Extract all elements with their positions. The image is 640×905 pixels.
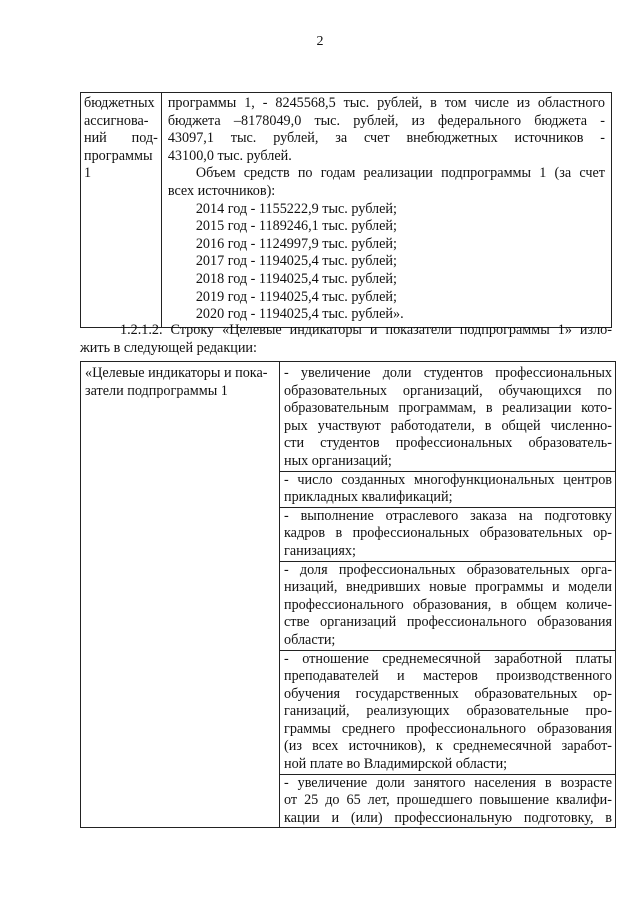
indicator-item [284, 508, 612, 561]
indicator-line: - выполнение отраслевого заказа на подготовку [284, 507, 612, 524]
indicator-line: кадров в профессиональных образовательных ор- [284, 525, 612, 542]
indicator-line: ной плате во Владимирской области; [284, 756, 508, 773]
indicator-line: преподавателей и мастеров производственного [284, 668, 612, 685]
indicators-content-cell [280, 362, 616, 828]
indicator-line: образовательных организаций, обучающихся по [284, 382, 612, 399]
indicator-line: ных организаций; [284, 452, 392, 469]
indicator-line: сти студентов профессиональных образователь- [284, 435, 612, 452]
indicator-line: обучения государственных образовательных ор- [284, 685, 612, 702]
funding-table [80, 92, 612, 328]
volume-text-line: Объем средств по годам реализации подпрограммы 1 (за счет [195, 165, 605, 182]
indicator-line: - доля профессиональных образовательных орга- [284, 561, 612, 578]
funding-label-line: программы [84, 147, 153, 164]
funding-text-line: бюджета –8178049,0 тыс. рублей, из федерального бюджета - [167, 112, 605, 129]
volume-text-line: всех источников): [167, 182, 276, 199]
indicator-line: профессионального образования, в общем количе- [284, 596, 612, 613]
indicator-line: стве организаций профессионального образования [284, 614, 612, 631]
funding-text-line: 43100,0 тыс. рублей. [167, 147, 292, 164]
page-number: 2 [316, 34, 324, 49]
funding-text-line: программы 1, - 8245568,5 тыс. рублей, в том числе из областного [167, 95, 605, 111]
indicator-item [284, 651, 612, 774]
indicator-item [284, 562, 612, 650]
indicator-line: кации и (или) профессиональную подготовку, в [284, 809, 612, 826]
indicator-line: - число созданных многофункциональных центров [284, 471, 612, 488]
indicators-label-line: «Целевые индикаторы и пока- [85, 365, 268, 381]
funding-text-line: 43097,1 тыс. рублей, за счет внебюджетных источников - [167, 130, 605, 147]
indicator-line: прикладных квалификаций; [284, 489, 453, 506]
funding-label-line: ний под- [84, 130, 158, 147]
indicators-label-cell [81, 362, 280, 828]
indicator-line: - увеличение доли занятого населения в возрасте [284, 774, 612, 791]
funding-content-cell [161, 93, 611, 328]
year-amount-line: 2017 год - 1194025,4 тыс. рублей; [195, 253, 397, 270]
amendment-paragraph [80, 322, 612, 357]
indicator-item [284, 472, 612, 507]
funding-label-line: бюджетных [84, 95, 155, 111]
indicator-line: граммы среднего профессионального образования [284, 720, 612, 737]
funding-label-cell [81, 93, 162, 328]
year-amount-line: 2019 год - 1194025,4 тыс. рублей; [195, 288, 397, 305]
indicator-line: (из всех источников), к среднемесячной заработ- [284, 738, 612, 755]
year-amount-line: 2014 год - 1155222,9 тыс. рублей; [195, 200, 397, 217]
year-amount-line: 2018 год - 1194025,4 тыс. рублей; [195, 270, 397, 287]
indicators-table [80, 361, 616, 828]
amendment-line: 1.2.1.2. Строку «Целевые индикаторы и показатели подпрограммы 1» изло- [120, 322, 612, 338]
year-amount-line: 2015 год - 1189246,1 тыс. рублей; [195, 218, 397, 235]
funding-label-line: 1 [84, 165, 92, 182]
indicator-line: ганизациях; [284, 542, 356, 559]
year-amount-line: 2016 год - 1124997,9 тыс. рублей; [195, 235, 397, 252]
indicator-line: низаций, внедривших новые программы и модели [284, 579, 612, 596]
indicator-line: рых участвуют работодатели, в общей численно- [284, 417, 612, 434]
funding-label-line: ассигнова- [84, 112, 149, 129]
indicator-line: образовательным программам, в реализации кото- [284, 400, 612, 417]
indicator-item [284, 775, 612, 828]
indicator-line: области; [284, 631, 336, 648]
year-amount-line: 2020 год - 1194025,4 тыс. рублей». [195, 306, 404, 323]
amendment-line: жить в следующей редакции: [80, 339, 257, 356]
indicators-label-line: затели подпрограммы 1 [85, 382, 228, 399]
indicator-line: ганизаций, реализующих образовательные про- [284, 703, 612, 720]
indicator-item [284, 365, 612, 471]
indicator-line: - увеличение доли студентов профессиональных [284, 365, 612, 381]
indicator-line: - отношение среднемесячной заработной платы [284, 650, 612, 667]
indicator-line: от 25 до 65 лет, прошедшего повышение квалифи- [284, 792, 612, 809]
